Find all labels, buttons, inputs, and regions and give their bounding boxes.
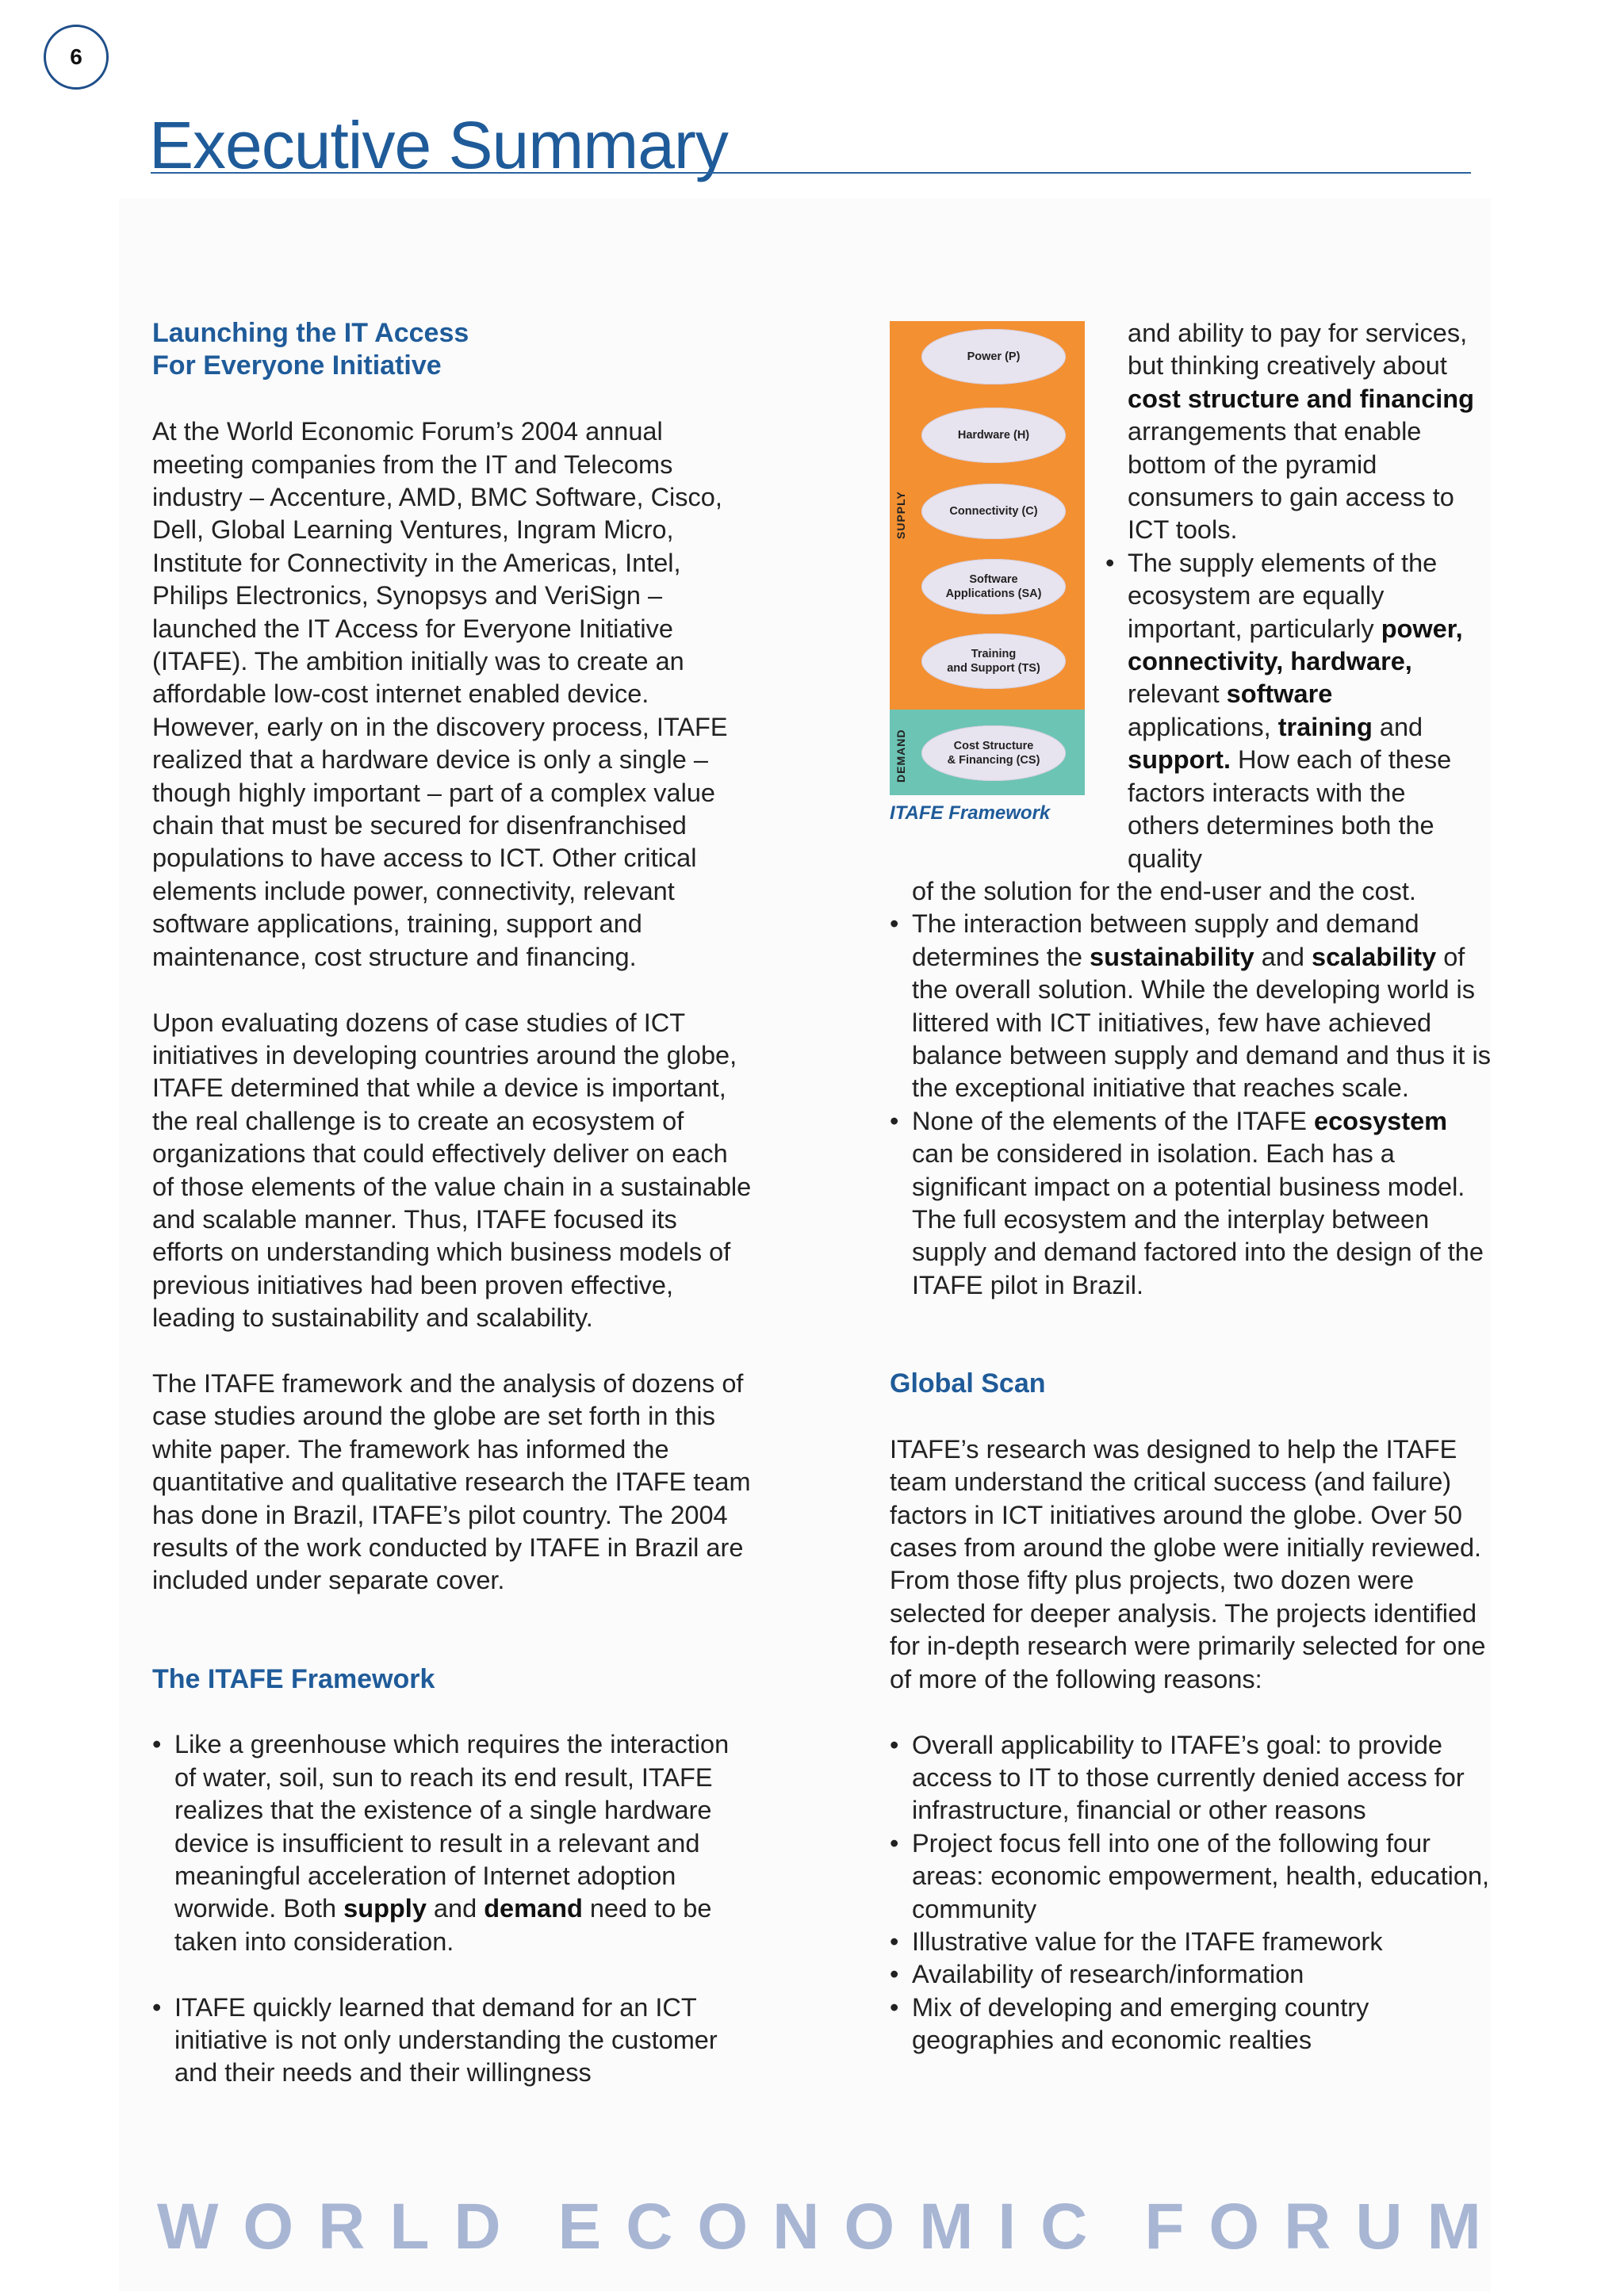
paragraph-global-scan: ITAFE’s research was designed to help the ITAFE team understand the critical success (and failure) factors in ICT initiatives around the globe. Over 50 cases from around the globe were initially reviewed. From those fifty plus projects, two dozen were selected for deeper analysis. The projects identified for in-depth research were primarily selected for one of more of the following reasons: (890, 1434, 1486, 1693)
bullet-greenhouse: • Like a greenhouse which requires the interaction of water, soil, sun to reach its end result, ITAFE realizes that the existence of a single hardware device is insufficient to result in a relevant and meaningful acceleration of Internet adoption worwide. Both supply and demand need to be taken into consideration. (152, 1728, 755, 1958)
right-bullets (890, 908, 1492, 1302)
framework-bullets-left (152, 1728, 755, 1958)
bullet-demand: • ITAFE quickly learned that demand for an ICT initiative is not only understanding the customer and their needs and their willingness (152, 1992, 755, 2090)
bold-cost-structure: cost structure and financing (1128, 384, 1475, 413)
framework-caption: ITAFE Framework (890, 802, 1051, 824)
reason-item: • Availability of research/information (890, 1958, 1492, 1991)
pill-cost-structure: Cost Structure & Financing (CS) (921, 725, 1066, 781)
page-title: Executive Summary (149, 108, 728, 182)
right-column-top (1128, 317, 1477, 875)
paragraph-evaluation: Upon evaluating dozens of case studies of ICT initiatives in developing countries around the globe, ITAFE determined that while a device is important, the real challenge is to create an ecosystem of organizations that could effectively deliver on each of those elements of the value chain in a sustainable and scalable manner. Thus, ITAFE focused its efforts on understanding which business models of previous initiatives had been proven effective, leading to sustainability and scalability. (152, 1008, 752, 1333)
bold-demand: demand (484, 1894, 583, 1923)
pill-software: Software Applications (SA) (921, 559, 1066, 614)
heading-launching-line1: Launching the IT Access (152, 318, 469, 348)
bullet-supply-elements: • The supply elements of the ecosystem are equally important, particularly power, connectivity, hardware, relevant software applications, training and support. How each of these factors interacts with the others determines both the quality (1105, 547, 1477, 875)
continued-demand-text: and ability to pay for services, but thinking creatively about cost structure and financing arrangements that enable bottom of the pyramid consumers to gain access to ICT tools. (1128, 319, 1475, 545)
heading-framework: The ITAFE Framework (152, 1663, 435, 1694)
heading-global-scan: Global Scan (890, 1368, 1046, 1399)
reason-item: • Illustrative value for the ITAFE framework (890, 1926, 1492, 1958)
demand-label: DEMAND (894, 729, 907, 783)
supply-label: SUPPLY (894, 491, 907, 539)
heading-launching (152, 317, 755, 383)
bold-supply: supply (343, 1894, 427, 1923)
pill-power: Power (P) (921, 329, 1066, 385)
footer-wordmark: W O R L D E C O N O M I C F O R U M (157, 2191, 1481, 2263)
right-column-bottom (890, 875, 1492, 2057)
paragraph-white-paper: The ITAFE framework and the analysis of dozens of case studies around the globe are set forth in this white paper. The framework has informed the quantitative and qualitative research the ITAFE team has done in Brazil, ITAFE’s pilot country. The 2004 results of the work conducted by ITAFE in Brazil are included under separate cover. (152, 1368, 751, 1595)
pill-hardware: Hardware (H) (921, 408, 1066, 463)
pill-connectivity: Connectivity (C) (921, 484, 1066, 539)
paragraph-intro: At the World Economic Forum’s 2004 annual meeting companies from the IT and Telecoms industry – Accenture, AMD, BMC Software, Cisco, Dell, Global Learning Ventures, Ingram Micro, Institute for Connectivity in the Americas, Intel, Philips Electronics, Synopsys and VeriSign – launched the IT Access for Everyone Initiative (ITAFE). The ambition initially was to create an affordable low-cost internet enabled device. However, early on in the discovery process, ITAFE realized that a hardware device is only a single – though highly important – part of a complex value chain that must be secured for disenfranchised populations to have access to ICT. Other critical elements include power, connectivity, relevant software applications, training, support and maintenance, cost structure and financing. (152, 417, 728, 971)
bullet-ecosystem: • None of the elements of the ITAFE ecosystem can be considered in isolation. Each has a significant impact on a potential business model. The full ecosystem and the interplay between supply and demand factored into the design of the ITAFE pilot in Brazil. (890, 1105, 1492, 1302)
heading-launching-line2: For Everyone Initiative (152, 350, 442, 381)
reasons-list (890, 1729, 1492, 2057)
itafe-framework-diagram (890, 321, 1085, 795)
framework-bullets-left-2 (152, 1992, 755, 2090)
supply-bullet-continued: of the solution for the end-user and the cost. (912, 877, 1416, 905)
title-rule (151, 172, 1471, 174)
supply-bullet (1105, 547, 1477, 875)
reason-item: • Project focus fell into one of the following four areas: economic empowerment, health, education, community (890, 1827, 1492, 1926)
pill-training: Training and Support (TS) (921, 633, 1066, 689)
bullet-interaction: • The interaction between supply and demand determines the sustainability and scalability of the overall solution. While the developing world is littered with ICT initiatives, few have achieved balance between supply and demand and thus it is the exceptional initiative that reaches scale. (890, 908, 1492, 1104)
left-column (152, 317, 755, 2090)
reason-item: • Mix of developing and emerging country geographies and economic realties (890, 1992, 1492, 2057)
reason-item: • Overall applicability to ITAFE’s goal: to provide access to IT to those currently denied access for infrastructure, financial or other reasons (890, 1729, 1492, 1827)
page-number: 6 (44, 25, 109, 90)
